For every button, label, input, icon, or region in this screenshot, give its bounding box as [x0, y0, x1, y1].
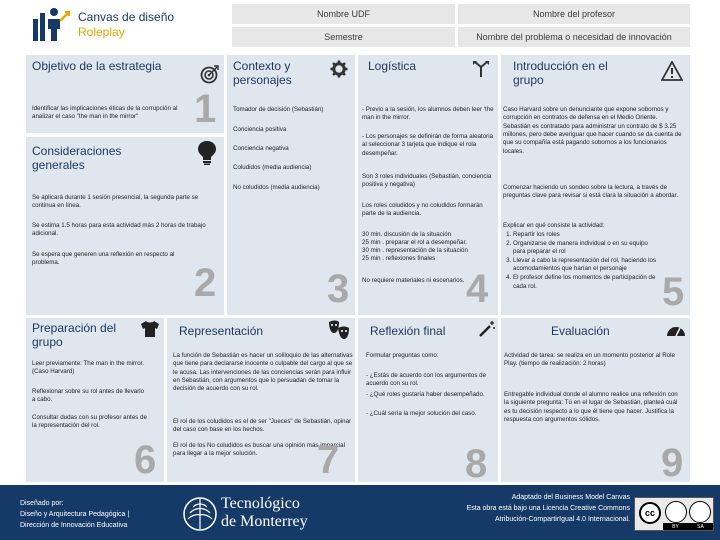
reflexion-number: 8 [465, 442, 488, 482]
reflexion-p2: - ¿Estás de acuerdo con los argumentos de acuerdo con su rol. [366, 372, 487, 388]
sa-icon [689, 501, 711, 523]
header [0, 0, 720, 52]
reflexion-p4: - ¿Cuál sería la mejor solución del caso. [366, 410, 477, 417]
footer [0, 485, 720, 540]
footer-designed-by: Diseñado por: [20, 500, 64, 507]
consideraciones-p2: Se estima 1.5 horas para esta actividad más 2 horas de trabajo adicional. [32, 222, 206, 238]
cc-license-badge[interactable] [634, 497, 714, 531]
reflexion-p3: - ¿Qué roles gustaría haber desempeñado. [366, 391, 485, 398]
person-chart-icon [32, 5, 72, 43]
by-icon [665, 501, 687, 523]
contexto-item: No coludidos (media audiencia) [233, 184, 320, 191]
contexto-section [227, 55, 355, 315]
contexto-item: Tomador de decisión (Sebastián) [233, 106, 324, 113]
introduccion-title: Introducción en el grupo [513, 59, 608, 88]
credit-line2[interactable]: Esta obra está bajo una Licencia Creative Commons [466, 505, 630, 512]
logistica-p6: 25 min . preparar el rol a desempeñar. [362, 239, 467, 246]
preparacion-title: Preparación del grupo [32, 321, 117, 350]
masks-icon [327, 320, 351, 342]
introduccion-section [501, 55, 690, 315]
introduccion-p3: Explicar en qué consiste la actividad: [503, 222, 605, 229]
nombre-profesor-field[interactable] [458, 4, 690, 24]
representacion-title: Representación [179, 324, 264, 338]
introduccion-number: 5 [662, 270, 685, 314]
by-label: BY [672, 523, 679, 530]
footer-direction: Dirección de Innovación Educativa [20, 522, 128, 529]
credit-line3: Atribución-CompartirIgual 4.0 Internacional. [494, 516, 630, 523]
canvas-title: Canvas de diseño [78, 10, 175, 24]
footer-dept: Diseño y Arquitectura Pedagógica | [20, 511, 130, 518]
nombre-problema-label: Nombre del problema o necesidad de innovación [476, 32, 672, 42]
lightbulb-icon [196, 139, 218, 165]
objetivo-section [26, 55, 224, 315]
logistica-number: 4 [466, 267, 489, 311]
logistica-p1: - Previo a la sesión, los alumnos deben leer 'the man in the mirror. [362, 106, 494, 122]
nombre-problema-field[interactable] [458, 27, 690, 47]
sa-label: SA [697, 523, 704, 530]
logistica-title: Logística [368, 59, 417, 73]
logistica-p4: Los roles coludidos y no coludidos formarán parte de la audiencia. [362, 202, 483, 218]
wand-icon [478, 320, 496, 338]
list-item: 1. Repartir los roles [513, 231, 658, 239]
canvas-subtitle: Roleplay [78, 25, 125, 39]
credit-line1: Adaptado del Business Model Canvas [511, 494, 630, 501]
contexto-title: Contexto y personajes [233, 59, 292, 88]
nombre-udf-field[interactable] [232, 4, 455, 24]
preparacion-p3: Consultar dudas con su profesor antes de la representación del rol. [32, 414, 147, 430]
preparacion-p1: Leer previamente: The man in the mirror. (Caso Harvard) [32, 360, 144, 376]
shirt-icon [140, 320, 160, 338]
list-item: 3. Llevar a cabo la representación del rol, haciendo los acomodamientos que harían el personaje [513, 257, 658, 274]
objetivo-title: Objetivo de la estrategia [32, 59, 162, 73]
introduccion-steps [503, 231, 658, 292]
target-icon [200, 64, 220, 84]
tec-logo-line1: Tecnológico [221, 495, 300, 512]
semestre-field[interactable] [232, 27, 455, 47]
contexto-item: Coludidos (media audiencia) [233, 164, 312, 171]
contexto-item: Conciencia positiva [233, 126, 287, 133]
logistica-p5: 30 min. discusión de la situación [362, 231, 452, 238]
evaluacion-title: Evaluación [551, 324, 610, 338]
tec-logo-icon [183, 495, 217, 533]
preparacion-p2: Reflexionar sobre su rol antes de llevarlo a cabo. [32, 388, 145, 404]
logistica-section [358, 55, 498, 315]
representacion-p3: El rol de los No coludidos es buscar una opinión más imparcial para llegar a la mejor solución. [173, 442, 345, 458]
objetivo-number: 1 [194, 87, 217, 131]
representacion-p1: La función de Sebastián es hacer un soliloquio de las alternativas que tiene para declararse inocente o culpable del cargo al que se le acusa. Las intervenciones de las conciencias serán para influir en Sebastián, con argumentos que lo persuadan de tomar la decisión de acuerdo con su rol. [173, 352, 353, 393]
evaluacion-number: 9 [661, 441, 684, 482]
logistica-p3: Son 3 roles individuales (Sebastián, conciencia positiva y negativa) [362, 173, 492, 189]
divider [26, 133, 224, 137]
contexto-number: 3 [327, 267, 350, 311]
nombre-udf-label: Nombre UDF [316, 9, 370, 19]
cc-icon [639, 502, 661, 524]
preparacion-number: 6 [134, 438, 157, 482]
representacion-section [167, 318, 355, 482]
evaluacion-p1: Actividad de tarea: se realiza en un momento posterior al Role Play. (tiempo de realización: 2 horas) [504, 352, 675, 368]
preparacion-section [26, 318, 164, 482]
reflexion-p1: Formular preguntas como: [366, 352, 439, 359]
cc-label: cc [644, 508, 655, 518]
reflexion-title: Reflexión final [370, 324, 446, 338]
reflexion-section [358, 318, 498, 482]
consideraciones-p1: Se aplicará durante 1 sesión presencial, la segunda parte se continua en línea. [32, 194, 199, 210]
logistica-p7: 30 min . representación de la situación [362, 247, 468, 254]
objetivo-text: Identificar las implicaciones éticas de la corrupción al analizar el caso "the man in the mirror" [32, 105, 178, 121]
list-item: 4. El profesor define los momentos de participación de cada rol. [513, 274, 658, 291]
license-tags [663, 523, 713, 530]
consideraciones-number: 2 [194, 261, 217, 305]
consideraciones-p3: Se espera que generen una reflexión en respecto al problema. [32, 251, 175, 267]
nombre-profesor-label: Nombre del profesor [532, 9, 616, 19]
list-item: 2. Organizarse de manera individual o en su equipo para preparar el rol [513, 240, 658, 257]
contexto-item: Conciencia negativa [233, 145, 289, 152]
logistica-p8: 25 min . reflexiones finales [362, 255, 436, 262]
logistica-p2: - Los personajes se definirán de forma aleatoria al seleccionar 3 tarjeta que indique el rola desempeñar. [362, 133, 494, 157]
evaluacion-section [501, 318, 690, 482]
evaluacion-p2: Entregable individual donde el alumno realice una reflexión con la siguiente pregunta: Tú en el lugar de Sebastián, planteá cuál es tu decisión respecto a lo que él tiene que hacer. Justifica la respuesta con argumentos sólidos. [504, 391, 678, 424]
introduccion-p2: Comenzar haciendo un sondeo sobre la lectura, a través de preguntas clave para revisar si está clara la situación a abordar. [503, 184, 679, 200]
warning-icon [661, 61, 683, 81]
semestre-label: Semestre [324, 32, 363, 42]
logistica-p9: No requiere materiales ni escenarios. [362, 277, 465, 284]
gauge-icon [665, 322, 687, 338]
representacion-p2: El rol de los coludidos es el de ser "Jueces" de Sebastián, opinar del caso con base en los hechos. [173, 418, 352, 434]
gear-icon [330, 60, 348, 78]
tec-logo-line2: de Monterrey [221, 513, 308, 530]
introduccion-p1: Caso Harvard sobre un denunciante que expone sobornos y corrupción en contratos de defensa en el Medio Oriente. Sebastián es contratado para administrar un contrato de $ 3.25 millones, pero debe averiguar que hacer cuando se da cuenta de que su compañía está pagando sobornos a los funcionarios locales. [503, 106, 682, 155]
arrows-icon [471, 59, 491, 79]
representacion-number: 7 [317, 438, 340, 482]
consideraciones-title: Consideraciones generales [32, 144, 122, 173]
